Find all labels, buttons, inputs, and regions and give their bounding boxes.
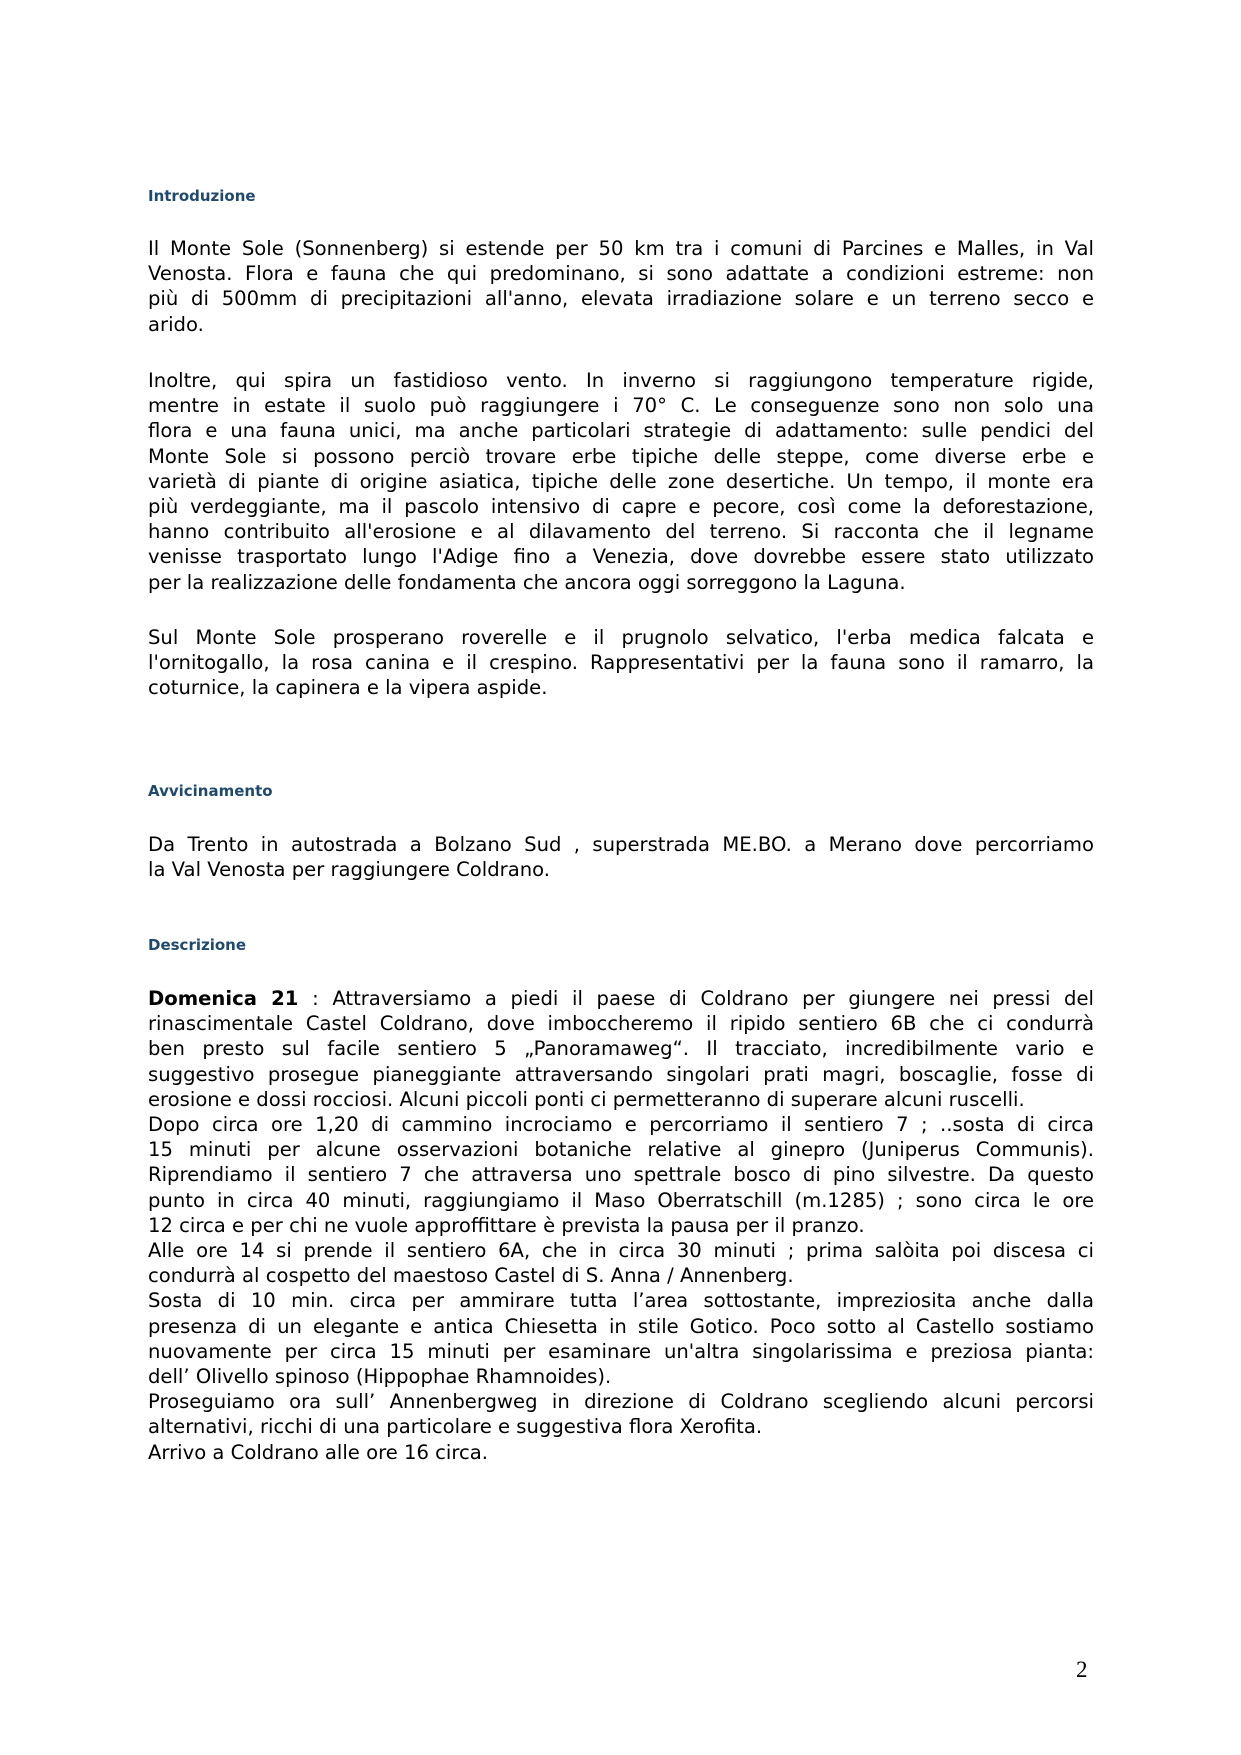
page-number: 2 <box>1076 1657 1088 1682</box>
text-line: l'ornitogallo, la rosa canina e il crespino. Rappresentativi per la fauna sono il ramarro, la <box>148 651 1094 675</box>
text-line: Monte Sole si possono perciò trovare erbe tipiche delle steppe, come diverse erbe e <box>148 444 1094 468</box>
heading-introduzione: Introduzione <box>148 187 256 205</box>
intro-paragraph-1 <box>148 236 1094 337</box>
text-line: ben presto sul facile sentiero 5 „Panoramaweg“. Il tracciato, incredibilmente vario e <box>148 1037 1094 1061</box>
text-line: Dopo circa ore 1,20 di cammino incrociamo e percorriamo il sentiero 7 ; ..sosta di circa <box>148 1113 1094 1137</box>
text-line: 12 circa e per chi ne vuole approffittare è prevista la pausa per il pranzo. <box>148 1213 865 1237</box>
day-label: Domenica 21 <box>148 987 299 1010</box>
text-line: Da Trento in autostrada a Bolzano Sud , superstrada ME.BO. a Merano dove percorriamo <box>148 833 1094 856</box>
text-line: flora e una fauna unici, ma anche particolari strategie di adattamento: sulle pendici del <box>148 419 1094 443</box>
intro-paragraph-3 <box>148 625 1094 701</box>
text-line: Proseguiamo ora sull’ Annenbergweg in direzione di Coldrano scegliendo alcuni percorsi <box>148 1390 1094 1414</box>
text-line: dell’ Olivello spinoso (Hippophae Rhamnoides). <box>148 1365 612 1389</box>
text-line: erosione e dossi rocciosi. Alcuni piccoli ponti ci permetteranno di superare alcuni ruscelli. <box>148 1087 1025 1111</box>
text-line <box>148 986 1094 1011</box>
text-line: Venosta. Flora e fauna che qui predominano, si sono adattate a condizioni estreme: non <box>148 262 1094 286</box>
text-line: rinascimentale Castel Coldrano, dove imboccheremo il ripido sentiero 6B che ci condurrà <box>148 1012 1094 1036</box>
description-paragraph <box>148 986 1094 1465</box>
text-line: alternativi, ricchi di una particolare e suggestiva flora Xerofita. <box>148 1415 763 1439</box>
heading-descrizione: Descrizione <box>148 936 247 954</box>
text-line: arido. <box>148 312 204 336</box>
text-line: più di 500mm di precipitazioni all'anno, elevata irradiazione solare e un terreno secco e <box>148 287 1094 311</box>
text-line: mentre in estate il suolo può raggiungere i 70° C. Le conseguenze sono non solo una <box>148 394 1094 418</box>
text-line: 15 minuti per alcune osservazioni botaniche relative al ginepro (Juniperus Communis). <box>148 1138 1094 1162</box>
text-line: Arrivo a Coldrano alle ore 16 circa. <box>148 1440 488 1464</box>
text-line: Il Monte Sole (Sonnenberg) si estende per 50 km tra i comuni di Parcines e Malles, in Val <box>148 237 1094 260</box>
text-line: varietà di piante di origine asiatica, tipiche delle zone desertiche. Un tempo, il monte era <box>148 469 1094 493</box>
text-line: Sosta di 10 min. circa per ammirare tutta l’area sottostante, impreziosita anche dalla <box>148 1289 1094 1313</box>
text-line: condurrà al cospetto del maestoso Castel di S. Anna / Annenberg. <box>148 1264 794 1288</box>
heading-avvicinamento: Avvicinamento <box>148 782 273 800</box>
approach-paragraph <box>148 832 1094 882</box>
text-line: coturnice, la capinera e la vipera aspide. <box>148 676 548 700</box>
text-line: Inoltre, qui spira un fastidioso vento. In inverno si raggiungono temperature rigide, <box>148 369 1094 392</box>
text-line: Sul Monte Sole prosperano roverelle e il prugnolo selvatico, l'erba medica falcata e <box>148 626 1094 649</box>
text-line: nuovamente per circa 15 minuti per esaminare un'altra singolarissima e preziosa pianta: <box>148 1339 1094 1363</box>
text-line: presenza di un elegante e antica Chiesetta in stile Gotico. Poco sotto al Castello sostiamo <box>148 1314 1094 1338</box>
text-line: venisse trasportato lungo l'Adige fino a Venezia, dove dovrebbe essere stato utilizzato <box>148 545 1094 569</box>
intro-paragraph-2 <box>148 368 1094 595</box>
text-line: Riprendiamo il sentiero 7 che attraversa uno spettrale bosco di pino silvestre. Da questo <box>148 1163 1094 1187</box>
day-first-line: : Attraversiamo a piedi il paese di Coldrano per giungere nei pressi del <box>298 987 1094 1010</box>
text-line: per la realizzazione delle fondamenta che ancora oggi sorreggono la Laguna. <box>148 570 906 594</box>
text-line: suggestivo prosegue pianeggiante attraversando singolari prati magri, boscaglie, fosse di <box>148 1062 1094 1086</box>
text-line: punto in circa 40 minuti, raggiungiamo il Maso Oberratschill (m.1285) ; sono circa le ore <box>148 1188 1094 1212</box>
text-line: hanno contribuito all'erosione e al dilavamento del terreno. Si racconta che il legname <box>148 520 1094 544</box>
text-line: la Val Venosta per raggiungere Coldrano. <box>148 858 551 882</box>
text-line: più verdeggiante, ma il pascolo intensivo di capre e pecore, così come la deforestazione, <box>148 495 1094 519</box>
text-line: Alle ore 14 si prende il sentiero 6A, che in circa 30 minuti ; prima salòita poi discesa ci <box>148 1239 1094 1263</box>
